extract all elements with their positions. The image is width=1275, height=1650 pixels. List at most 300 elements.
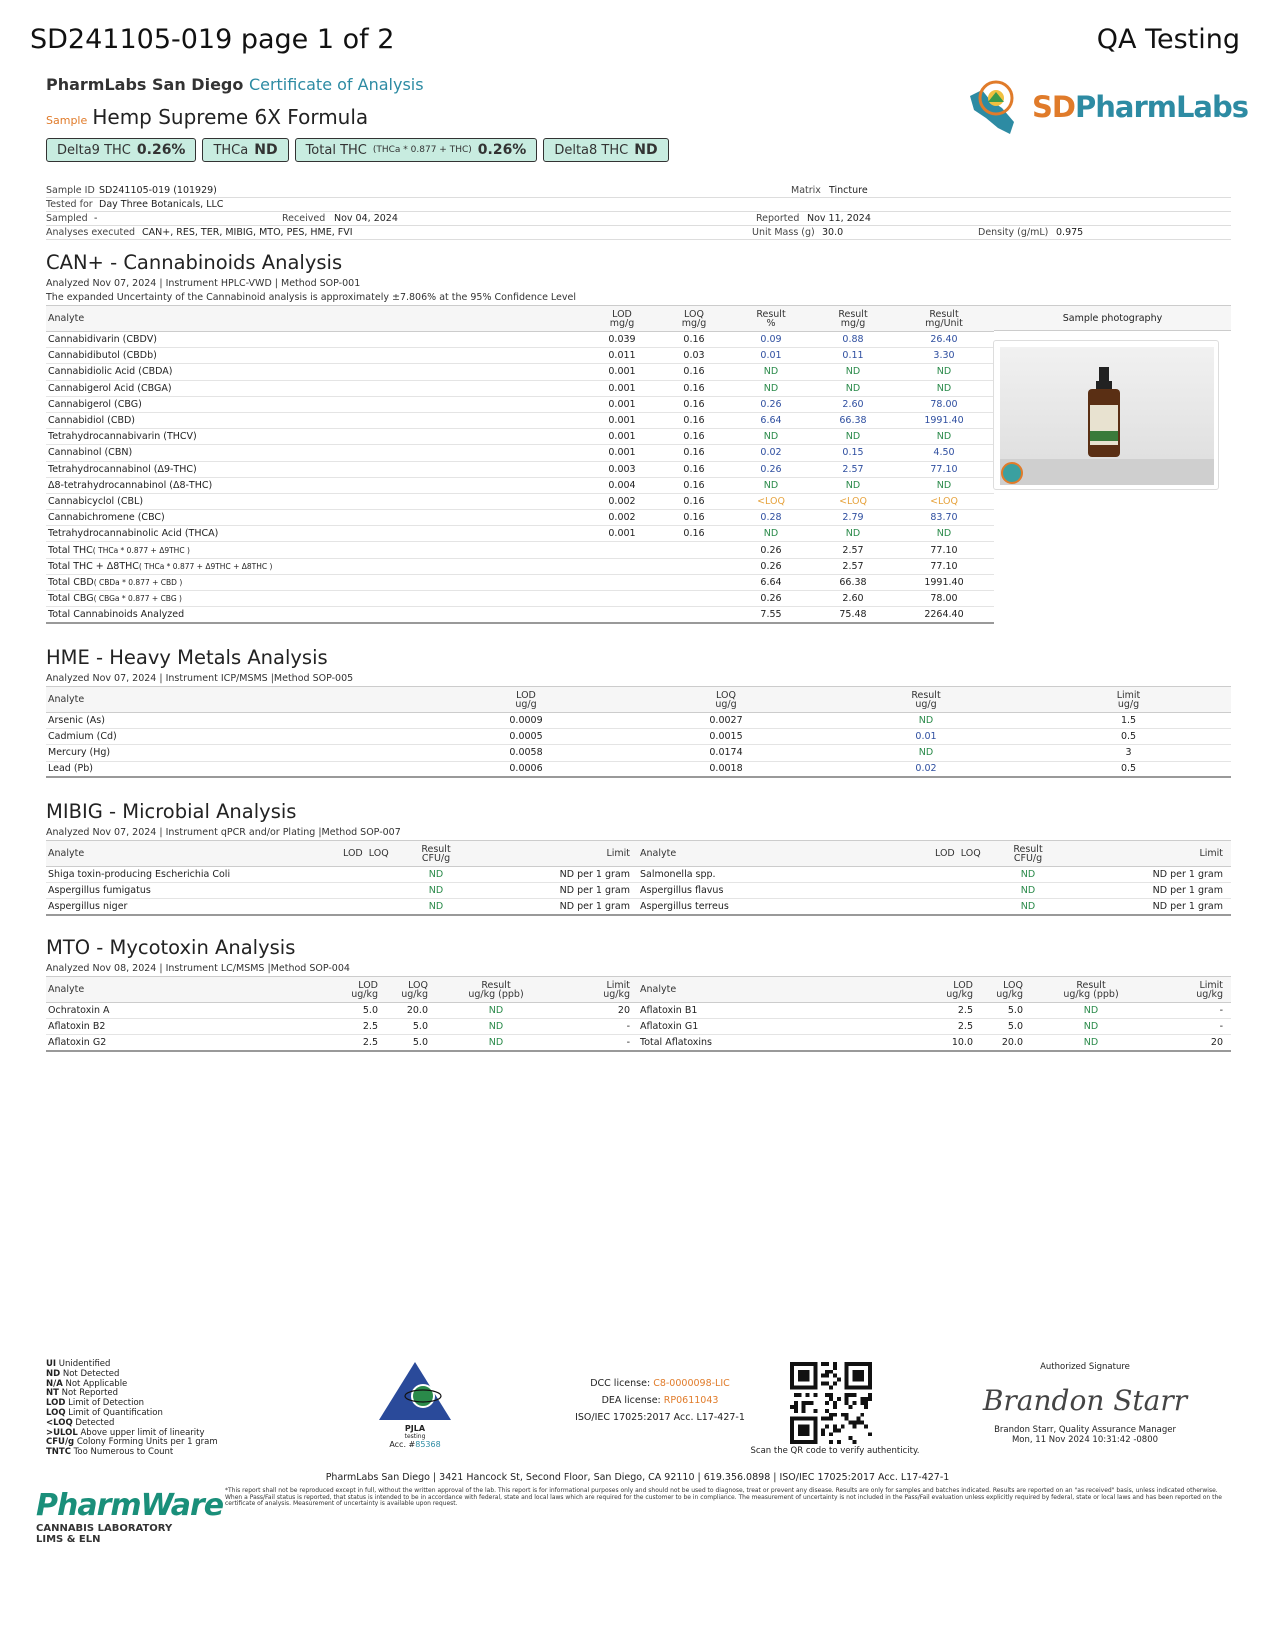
cell-result: ND (1031, 1035, 1151, 1051)
abbreviation: NT (46, 1388, 59, 1399)
cell-total-analyte (46, 558, 586, 574)
col-analyte: Analyte (46, 306, 586, 332)
hme-title: HME - Heavy Metals Analysis (46, 646, 328, 669)
abbreviation: >ULOL (46, 1427, 78, 1438)
pjla-triangle-icon (375, 1360, 455, 1422)
cell-analyte: Total Aflatoxins (638, 1035, 931, 1051)
cell-loq: 0.03 (658, 348, 730, 364)
cell-analyte: Aflatoxin G2 (46, 1035, 336, 1051)
cell-total-value: 2.57 (812, 542, 894, 558)
pjla-sub: testing (404, 1433, 426, 1440)
cell-result: 83.70 (894, 510, 994, 526)
abbreviation-meaning: Detected (75, 1417, 115, 1428)
cell-result: 0.02 (730, 445, 812, 461)
meta-density-label: Density (g/mL) (978, 227, 1049, 238)
cell-lod: 2.5 (931, 1003, 981, 1019)
cell-loq: 0.16 (658, 461, 730, 477)
col-lod: LOD mg/g (586, 306, 658, 332)
meta-sampled: - (94, 213, 98, 224)
cell-loq: 5.0 (981, 1019, 1031, 1035)
can-uncertainty: The expanded Uncertainty of the Cannabinoid analysis is approximately ±7.806% at the 95% Confidence Level (46, 292, 577, 303)
table-row (46, 761, 1231, 777)
cell-lod: 2.5 (931, 1019, 981, 1035)
meta-reported-label: Reported (756, 213, 800, 224)
table-row (46, 493, 994, 509)
cell-loq: 0.0015 (626, 729, 826, 745)
hme-col-result: Result ug/g (826, 687, 1026, 713)
cell-loq: 0.0174 (626, 745, 826, 761)
total-formula: ( CBGa * 0.877 + CBG ) (93, 594, 182, 604)
cell-total-value: 7.55 (730, 607, 812, 623)
cell-loq (658, 591, 730, 607)
cell-loq: 20.0 (981, 1035, 1031, 1051)
cell-loq: 0.16 (658, 332, 730, 348)
lab-line (46, 75, 424, 94)
cell-limit: 0.5 (1026, 729, 1231, 745)
badge-value: ND (254, 142, 278, 158)
abbreviation-meaning: Limit of Detection (68, 1398, 145, 1409)
cell-loq: 0.16 (658, 364, 730, 380)
cell-analyte: Shiga toxin-producing Escherichia Coli (46, 867, 341, 883)
cell-lodloq (341, 867, 396, 883)
mibig-col-result-2: Result CFU/g (988, 841, 1068, 867)
cell-limit: 3 (1026, 745, 1231, 761)
meta-analyses-label: Analyses executed (46, 227, 136, 238)
cell-total-value: 1991.40 (894, 574, 994, 590)
abbreviation: LOQ (46, 1407, 66, 1418)
cell-loq: 0.0018 (626, 761, 826, 777)
cell-total-value: 66.38 (812, 574, 894, 590)
cell-analyte: Tetrahydrocannabinolic Acid (THCA) (46, 526, 586, 542)
cell-lodloq (933, 899, 988, 915)
cell-result: 2.79 (812, 510, 894, 526)
table-row (46, 364, 994, 380)
total-row (46, 558, 994, 574)
cell-result: ND (894, 380, 994, 396)
col-result-mgg: Result mg/g (812, 306, 894, 332)
cell-result: 0.28 (730, 510, 812, 526)
cell-result: ND (894, 477, 994, 493)
cell-lod: 0.0006 (426, 761, 626, 777)
cell-limit: - (1151, 1003, 1231, 1019)
total-name: Total Cannabinoids Analyzed (48, 609, 185, 621)
cell-total-analyte (46, 542, 586, 558)
cell-result: ND (436, 1035, 556, 1051)
logo-text-pharmlabs: PharmLabs (1074, 90, 1249, 124)
cell-total-value: 77.10 (894, 542, 994, 558)
verification-qr-code[interactable] (790, 1362, 872, 1444)
cell-result: 4.50 (894, 445, 994, 461)
cell-analyte: Aspergillus flavus (638, 883, 933, 899)
cell-lod: 0.001 (586, 526, 658, 542)
hme-analyzed: Analyzed Nov 07, 2024 | Instrument ICP/MSMS |Method SOP-005 (46, 673, 354, 684)
table-row (46, 429, 994, 445)
mibig-col-result: Result CFU/g (396, 841, 476, 867)
cell-loq: 0.16 (658, 380, 730, 396)
iso-accreditation: ISO/IEC 17025:2017 Acc. L17-427-1 (575, 1412, 745, 1423)
potency-badge (543, 138, 668, 162)
col-result-pct: Result % (730, 306, 812, 332)
cell-lod: 0.001 (586, 429, 658, 445)
mto-col-limit: Limit ug/kg (556, 977, 638, 1003)
abbreviation-meaning: Above upper limit of linearity (80, 1427, 205, 1438)
cell-loq: 0.16 (658, 429, 730, 445)
mibig-title: MIBIG - Microbial Analysis (46, 800, 297, 823)
cell-analyte: Aflatoxin B2 (46, 1019, 336, 1035)
logo-text-sd: SD (1032, 90, 1075, 124)
mibig-col-lodloq: LOD LOQ (341, 841, 396, 867)
cell-total-value: 0.26 (730, 591, 812, 607)
cell-result: 1991.40 (894, 412, 994, 428)
signature-block (975, 1362, 1195, 1445)
cell-limit: ND per 1 gram (1068, 899, 1231, 915)
pharmware-tagline: CANNABIS LABORATORY LIMS & ELN (36, 1523, 173, 1545)
abbreviation-meaning: Not Detected (62, 1368, 120, 1379)
cell-result: ND (826, 713, 1026, 729)
meta-tested-for: Day Three Botanicals, LLC (99, 199, 224, 210)
cell-lod (586, 591, 658, 607)
cell-limit: ND per 1 gram (1068, 883, 1231, 899)
cell-lod: 2.5 (336, 1035, 386, 1051)
cell-analyte: Aflatoxin G1 (638, 1019, 931, 1035)
cell-analyte: Aspergillus terreus (638, 899, 933, 915)
table-row (46, 1035, 1231, 1051)
cell-total-analyte (46, 591, 586, 607)
mto-col-result: Result ug/kg (ppb) (436, 977, 556, 1003)
cell-loq: 0.0027 (626, 713, 826, 729)
disclaimer: *This report shall not be reproduced except in full, without the written approval of the lab. This report is for informational purposes only and should not be used to diagnose, treat or prevent any disease. Results are only for samples and batches indicated. Results are reported on an "as received" basis, unless indicated otherwise. When a Pass/Fail status is reported, that status is intended to be in accordance with federal, state and local laws which are required for the customer to be in compliance. The measurement of uncertainty is not included in the Pass/Fail evaluation unless explicitly required by federal, state or local laws and has been reported on the certificate of analysis. Measurement of uncertainty is available upon request. (225, 1487, 1222, 1507)
cell-limit: ND per 1 gram (1068, 867, 1231, 883)
table-row (46, 1003, 1231, 1019)
cell-lod (586, 607, 658, 623)
cell-lod: 0.0009 (426, 713, 626, 729)
cell-loq: 0.16 (658, 477, 730, 493)
badge-label: Total THC (305, 142, 367, 158)
pjla-logo (375, 1360, 455, 1450)
sample-metadata (46, 184, 1231, 240)
cell-analyte: Ochratoxin A (46, 1003, 336, 1019)
page-header-type: QA Testing (1096, 24, 1240, 55)
mto-col-loq: LOQ ug/kg (386, 977, 436, 1003)
potency-badges (46, 138, 669, 162)
cell-result: ND (396, 899, 476, 915)
cell-result: 0.01 (826, 729, 1026, 745)
heavy-metals-table (46, 686, 1231, 778)
tincture-bottle-icon (1000, 347, 1214, 485)
cell-lod: 0.002 (586, 510, 658, 526)
cell-loq (658, 558, 730, 574)
cell-loq: 0.16 (658, 493, 730, 509)
abbreviation: <LOQ (46, 1417, 73, 1428)
cell-total-value: 2.57 (812, 558, 894, 574)
cell-result: 26.40 (894, 332, 994, 348)
table-row (46, 348, 994, 364)
table-row (46, 477, 994, 493)
dea-license: DEA license: RP0611043 (601, 1395, 719, 1406)
table-row (46, 412, 994, 428)
mto-col-loq-2: LOQ ug/kg (981, 977, 1031, 1003)
lab-address: PharmLabs San Diego | 3421 Hancock St, Second Floor, San Diego, CA 92110 | 619.356.0898 | ISO/IEC 17025:2017 Acc. L17-427-1 (325, 1472, 950, 1483)
cell-limit: 20 (1151, 1035, 1231, 1051)
cell-loq: 0.16 (658, 526, 730, 542)
abbreviation-meaning: Colony Forming Units per 1 gram (76, 1437, 218, 1448)
cell-result: ND (730, 380, 812, 396)
cell-lodloq (341, 883, 396, 899)
potency-badge (202, 138, 288, 162)
cell-result: ND (988, 899, 1068, 915)
sample-name: Hemp Supreme 6X Formula (92, 105, 369, 129)
mto-title: MTO - Mycotoxin Analysis (46, 936, 296, 959)
cell-result: ND (894, 364, 994, 380)
cell-lod (586, 542, 658, 558)
cell-analyte: Cannabidivarin (CBDV) (46, 332, 586, 348)
cell-analyte: Tetrahydrocannabivarin (THCV) (46, 429, 586, 445)
potency-badge (46, 138, 196, 162)
table-row (46, 899, 1231, 915)
table-row (46, 745, 1231, 761)
meta-sample-id-label: Sample ID (46, 185, 95, 196)
col-loq: LOQ mg/g (658, 306, 730, 332)
meta-matrix-label: Matrix (791, 185, 821, 196)
signature: Brandon Starr (982, 1384, 1188, 1417)
cell-lod: 2.5 (336, 1019, 386, 1035)
cell-result: ND (730, 477, 812, 493)
cell-limit: - (1151, 1019, 1231, 1035)
cell-analyte: Arsenic (As) (46, 713, 426, 729)
total-name: Total THC (48, 544, 93, 556)
cell-limit: ND per 1 gram (476, 899, 638, 915)
cell-analyte: Cannabidiolic Acid (CBDA) (46, 364, 586, 380)
cell-lod: 0.001 (586, 364, 658, 380)
cell-lod: 0.0058 (426, 745, 626, 761)
total-row (46, 574, 994, 590)
mto-col-analyte: Analyte (46, 977, 336, 1003)
cell-lodloq (341, 899, 396, 915)
cell-analyte: Aspergillus niger (46, 899, 341, 915)
mto-col-lod: LOD ug/kg (336, 977, 386, 1003)
abbreviation: TNTC (46, 1447, 71, 1458)
page-header-id: SD241105-019 page 1 of 2 (30, 24, 395, 55)
meta-sample-id: SD241105-019 (101929) (99, 185, 217, 196)
col-result-mgunit: Result mg/Unit (894, 306, 994, 332)
cell-loq (658, 574, 730, 590)
cell-result: 0.88 (812, 332, 894, 348)
cell-result: <LOQ (730, 493, 812, 509)
cell-result: ND (436, 1019, 556, 1035)
abbreviation: LOD (46, 1398, 66, 1409)
total-name: Total CBD (48, 576, 94, 588)
cell-result: 3.30 (894, 348, 994, 364)
cell-limit: - (556, 1035, 638, 1051)
cell-total-value: 0.26 (730, 542, 812, 558)
cell-result: 78.00 (894, 396, 994, 412)
cell-result: 0.15 (812, 445, 894, 461)
cell-loq: 0.16 (658, 510, 730, 526)
badge-label: Delta9 THC (57, 142, 131, 158)
cell-lod: 10.0 (931, 1035, 981, 1051)
badge-value: 0.26% (136, 142, 186, 158)
cell-loq: 5.0 (386, 1019, 436, 1035)
pjla-name: PJLA (404, 1424, 426, 1433)
coa-label: Certificate of Analysis (248, 75, 424, 94)
abbreviation-meaning: Not Applicable (65, 1378, 128, 1389)
mto-analyzed: Analyzed Nov 08, 2024 | Instrument LC/MSMS |Method SOP-004 (46, 963, 350, 974)
cell-lod: 0.001 (586, 380, 658, 396)
cell-result: ND (812, 364, 894, 380)
cell-lod: 0.003 (586, 461, 658, 477)
cannabinoid-table (46, 305, 994, 624)
cell-loq: 0.16 (658, 396, 730, 412)
cell-total-value: 0.26 (730, 558, 812, 574)
cell-analyte: Mercury (Hg) (46, 745, 426, 761)
table-row (46, 380, 994, 396)
sample-line (46, 105, 368, 129)
meta-analyses: CAN+, RES, TER, MIBIG, MTO, PES, HME, FVI (142, 227, 353, 238)
cell-result: 2.60 (812, 396, 894, 412)
cell-total-value: 2264.40 (894, 607, 994, 623)
cell-result: 0.11 (812, 348, 894, 364)
cell-result: ND (730, 429, 812, 445)
cell-lod (586, 558, 658, 574)
cell-total-value: 6.64 (730, 574, 812, 590)
table-row (46, 729, 1231, 745)
table-row (46, 526, 994, 542)
signer-name: Brandon Starr, Quality Assurance Manager (994, 1425, 1176, 1435)
cell-result: ND (812, 429, 894, 445)
cell-result: 0.26 (730, 461, 812, 477)
badge-value: ND (634, 142, 658, 158)
badge-value: 0.26% (477, 142, 527, 158)
cell-lod: 5.0 (336, 1003, 386, 1019)
table-row (46, 883, 1231, 899)
cell-result: ND (988, 883, 1068, 899)
cell-total-value: 2.60 (812, 591, 894, 607)
cell-analyte: Cannabidibutol (CBDb) (46, 348, 586, 364)
cell-limit: 1.5 (1026, 713, 1231, 729)
qr-caption: Scan the QR code to verify authenticity. (750, 1446, 920, 1456)
cell-limit: 20 (556, 1003, 638, 1019)
cell-limit: ND per 1 gram (476, 883, 638, 899)
cell-analyte: Lead (Pb) (46, 761, 426, 777)
cell-result: ND (812, 526, 894, 542)
cell-result: ND (894, 526, 994, 542)
dcc-license: DCC license: C8-0000098-LIC (590, 1378, 730, 1389)
meta-tested-for-label: Tested for (46, 199, 93, 210)
abbreviation-legend (46, 1360, 218, 1458)
cell-limit: 0.5 (1026, 761, 1231, 777)
abbreviation-meaning: Unidentified (58, 1359, 111, 1369)
photo-header: Sample photography (994, 305, 1231, 331)
cell-result: ND (988, 867, 1068, 883)
total-formula: ( THCa * 0.877 + Δ9THC ) (92, 545, 190, 555)
cell-loq: 20.0 (386, 1003, 436, 1019)
abbreviation-meaning: Too Numerous to Count (73, 1447, 174, 1458)
cell-limit: ND per 1 gram (476, 867, 638, 883)
cell-lod: 0.004 (586, 477, 658, 493)
badge-label: THCa (213, 142, 249, 158)
cell-result: ND (730, 526, 812, 542)
cell-total-value: 77.10 (894, 558, 994, 574)
qr-code-icon (790, 1362, 872, 1444)
abbreviation-meaning: Limit of Quantification (68, 1407, 163, 1418)
cell-analyte: Cannabidiol (CBD) (46, 412, 586, 428)
cell-lod: 0.0005 (426, 729, 626, 745)
cell-analyte: Cadmium (Cd) (46, 729, 426, 745)
meta-received: Nov 04, 2024 (334, 213, 398, 224)
pharmware-name: PharmWare (36, 1488, 224, 1523)
can-analyzed: Analyzed Nov 07, 2024 | Instrument HPLC-VWD | Method SOP-001 (46, 278, 361, 289)
mto-col-result-2: Result ug/kg (ppb) (1031, 977, 1151, 1003)
total-formula: ( CBDa * 0.877 + CBD ) (93, 577, 183, 587)
abbreviation: ND (46, 1368, 61, 1379)
hme-col-analyte: Analyte (46, 687, 426, 713)
badge-label: Delta8 THC (554, 142, 629, 158)
table-row (46, 713, 1231, 729)
cell-analyte: Cannabigerol Acid (CBGA) (46, 380, 586, 396)
total-row (46, 542, 994, 558)
cell-loq (658, 542, 730, 558)
sample-photo-frame (993, 340, 1219, 490)
cell-lod: 0.001 (586, 412, 658, 428)
cell-analyte: Cannabigerol (CBG) (46, 396, 586, 412)
mibig-analyzed: Analyzed Nov 07, 2024 | Instrument qPCR and/or Plating |Method SOP-007 (46, 827, 401, 838)
cell-loq: 5.0 (386, 1035, 436, 1051)
abbreviation: CFU/g (46, 1437, 75, 1448)
table-row (46, 445, 994, 461)
cell-result: ND (894, 429, 994, 445)
cell-result: ND (396, 883, 476, 899)
mycotoxin-table (46, 976, 1231, 1052)
meta-matrix: Tincture (829, 185, 868, 196)
cell-lod: 0.002 (586, 493, 658, 509)
badge-formula: (THCa * 0.877 + THC) (372, 145, 472, 155)
mibig-col-lodloq-2: LOD LOQ (933, 841, 988, 867)
cell-lod (586, 574, 658, 590)
authorized-signature-label: Authorized Signature (1040, 1362, 1130, 1372)
cell-lodloq (933, 867, 988, 883)
mibig-col-analyte: Analyte (46, 841, 341, 867)
cell-result: 0.02 (826, 761, 1026, 777)
total-name: Total CBG (48, 593, 94, 605)
cell-loq (658, 607, 730, 623)
cell-lodloq (933, 883, 988, 899)
cell-result: 66.38 (812, 412, 894, 428)
potency-badge (295, 138, 538, 162)
hme-col-lod: LOD ug/g (426, 687, 626, 713)
table-row (46, 396, 994, 412)
signed-date: Mon, 11 Nov 2024 10:31:42 -0800 (1011, 1435, 1159, 1445)
total-formula: ( THCa * 0.877 + Δ9THC + Δ8THC ) (138, 561, 273, 571)
mto-col-limit-2: Limit ug/kg (1151, 977, 1231, 1003)
pjla-acc: Acc. #85368 (389, 1440, 441, 1449)
mto-col-analyte-2: Analyte (638, 977, 931, 1003)
table-row (46, 1019, 1231, 1035)
cell-analyte: Salmonella spp. (638, 867, 933, 883)
abbreviation-item (46, 1448, 218, 1458)
licenses (560, 1375, 760, 1426)
cell-analyte: Cannabicyclol (CBL) (46, 493, 586, 509)
cell-lod: 0.001 (586, 396, 658, 412)
lab-name: PharmLabs San Diego (46, 75, 244, 94)
cell-result: <LOQ (894, 493, 994, 509)
cell-result: ND (1031, 1019, 1151, 1035)
mibig-col-limit: Limit (476, 841, 638, 867)
table-row (46, 510, 994, 526)
california-icon (962, 78, 1032, 138)
cell-lod: 0.011 (586, 348, 658, 364)
mto-col-lod-2: LOD ug/kg (931, 977, 981, 1003)
total-name: Total THC + Δ8THC (48, 560, 139, 572)
